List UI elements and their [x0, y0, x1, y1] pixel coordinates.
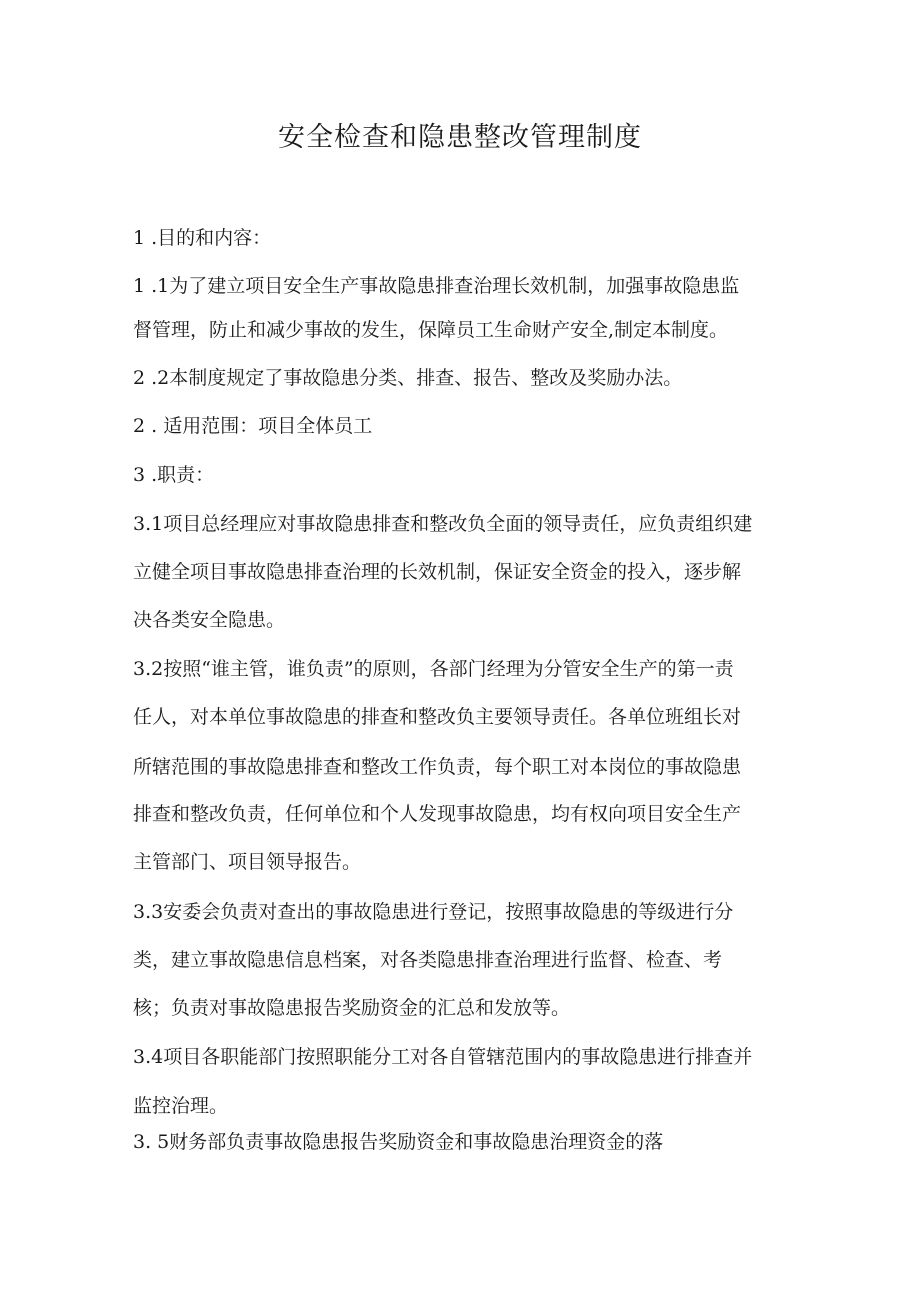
text-line: 排查和整改负责，任何单位和个人发现事故隐患，均有权向项目安全生产	[133, 803, 742, 825]
text-line: 任人，对本单位事故隐患的排查和整改负主要领导责任。各单位班组长对	[133, 706, 742, 728]
text-line: 主管部门、项目领导报告。	[133, 851, 362, 873]
document-title: 安全检查和隐患整改管理制度	[278, 122, 642, 153]
text-line: 立健全项目事故隐患排查治理的长效机制，保证安全资金的投入，逐步解	[133, 561, 742, 583]
text-line: 3.2按照“谁主管，谁负责”的原则，各部门经理为分管安全生产的第一责	[133, 658, 734, 680]
section-3-heading: 3 .职责：	[133, 464, 215, 486]
text-line: 所辖范围的事故隐患排查和整改工作负责，每个职工对本岗位的事故隐患	[133, 756, 742, 778]
text-line: 3.4项目各职能部门按照职能分工对各自管辖范围内的事故隐患进行排查并	[133, 1046, 753, 1068]
text-line: 督管理，防止和减少事故的发生，保障员工生命财产安全,制定本制度。	[133, 319, 729, 341]
text-line: 3.3安委会负责对查出的事故隐患进行登记，按照事故隐患的等级进行分	[133, 901, 734, 923]
section-2-heading: 2 . 适用范围：项目全体员工	[133, 415, 373, 437]
text-line: 3.1项目总经理应对事故隐患排查和整改负全面的领导责任，应负责组织建	[133, 513, 753, 535]
text-line: 2 .2本制度规定了事故隐患分类、排查、报告、整改及奖励办法。	[133, 367, 683, 389]
text-line: 监控治理。	[133, 1095, 229, 1117]
text-line: 类，建立事故隐患信息档案，对各类隐患排查治理进行监督、检查、考	[133, 949, 723, 971]
text-line: 决各类安全隐患。	[133, 609, 286, 631]
text-line: 核；负责对事故隐患报告奖励资金的汇总和发放等。	[133, 997, 571, 1019]
section-1-heading: 1 .目的和内容：	[133, 227, 272, 249]
text-line: 1 .1为了建立项目安全生产事故隐患排查治理长效机制，加强事故隐患监	[133, 275, 740, 297]
text-line: 3. 5财务部负责事故隐患报告奖励资金和事故隐患治理资金的落	[133, 1131, 664, 1153]
